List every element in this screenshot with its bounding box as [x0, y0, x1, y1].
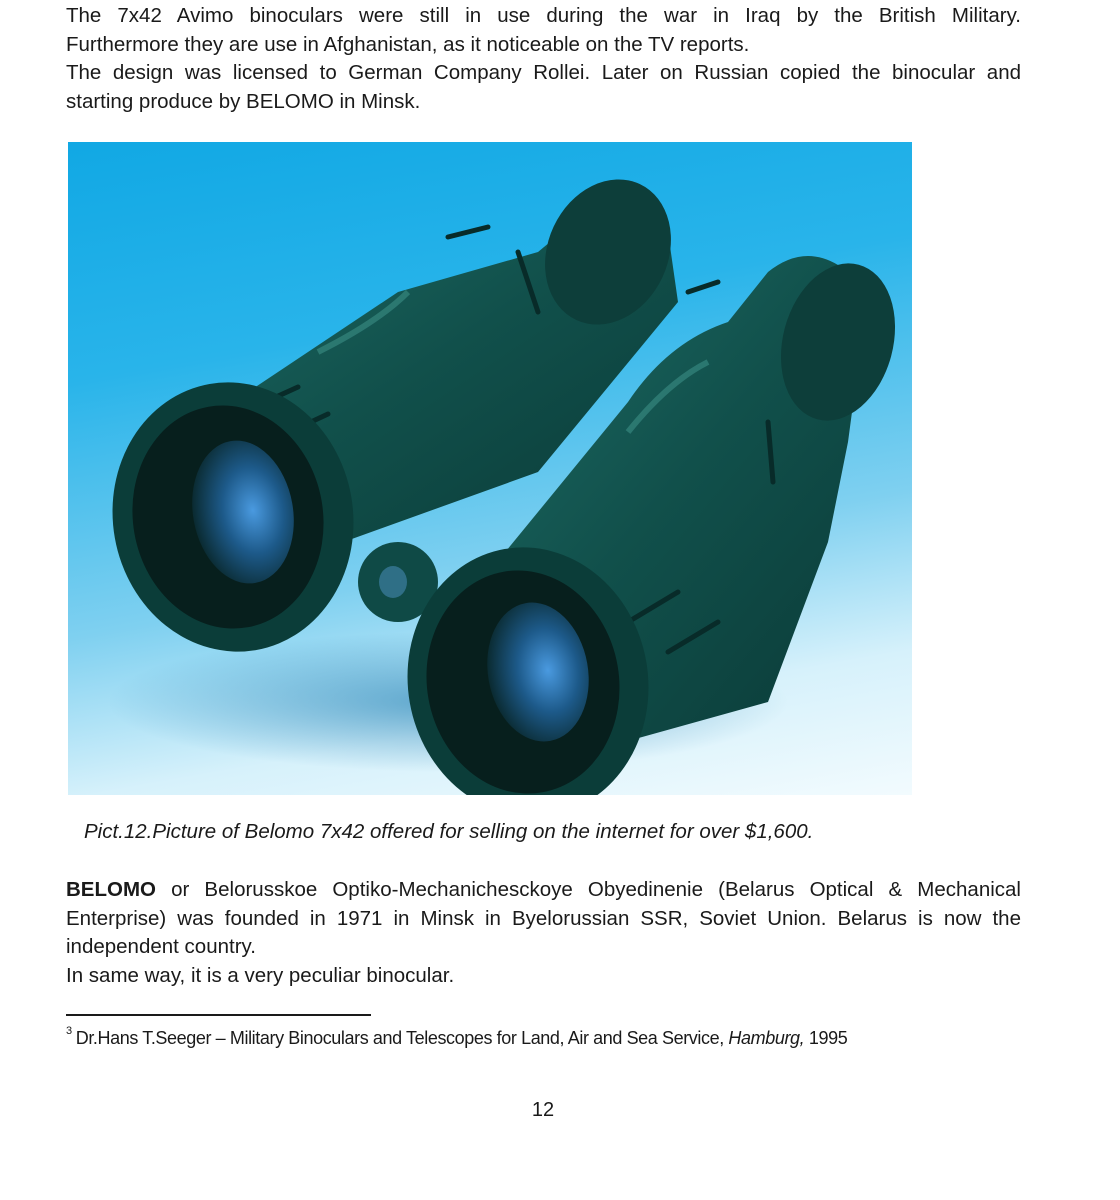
text-line: The 7x42 Avimo binoculars were still in use during the war in Iraq by the British Military. [66, 4, 1021, 27]
footnote-place: Hamburg, [728, 1028, 805, 1048]
footnote-separator [66, 1014, 371, 1016]
text-line: In same way, it is a very peculiar binocular. [66, 963, 455, 987]
paragraph-avimo-history [66, 2, 1021, 116]
footnote-marker: 3 [66, 1025, 72, 1037]
paragraph-belomo-description [66, 876, 1021, 990]
belomo-bold-term: BELOMO [66, 878, 156, 901]
footnote-text: Dr.Hans T.Seeger – Military Binoculars and Telescopes for Land, Air and Sea Service, [75, 1028, 729, 1048]
page-number: 12 [531, 1099, 555, 1121]
text-line: The design was licensed to German Company Rollei. Later on Russian copied the binocular and [66, 61, 1021, 84]
figure-caption: Pict.12.Picture of Belomo 7x42 offered for selling on the internet for over $1,600. [84, 820, 814, 843]
text-fragment: or Belorusskoe Optiko-Mechanichesckoye Obyedinenie (Belarus Optical & Mechanical [155, 878, 1021, 901]
text-line: Enterprise) was founded in 1971 in Minsk in Byelorussian SSR, Soviet Union. Belarus is now the [66, 906, 1021, 930]
text-line: independent country. [66, 935, 256, 958]
text-line [66, 876, 1021, 905]
text-line: Furthermore they are use in Afghanistan, as it noticeable on the TV reports. [66, 32, 750, 56]
footnote-year: 1995 [804, 1028, 848, 1048]
text-line: starting produce by BELOMO in Minsk. [66, 89, 421, 113]
binoculars-photo [68, 142, 912, 795]
footnote [66, 1025, 848, 1049]
